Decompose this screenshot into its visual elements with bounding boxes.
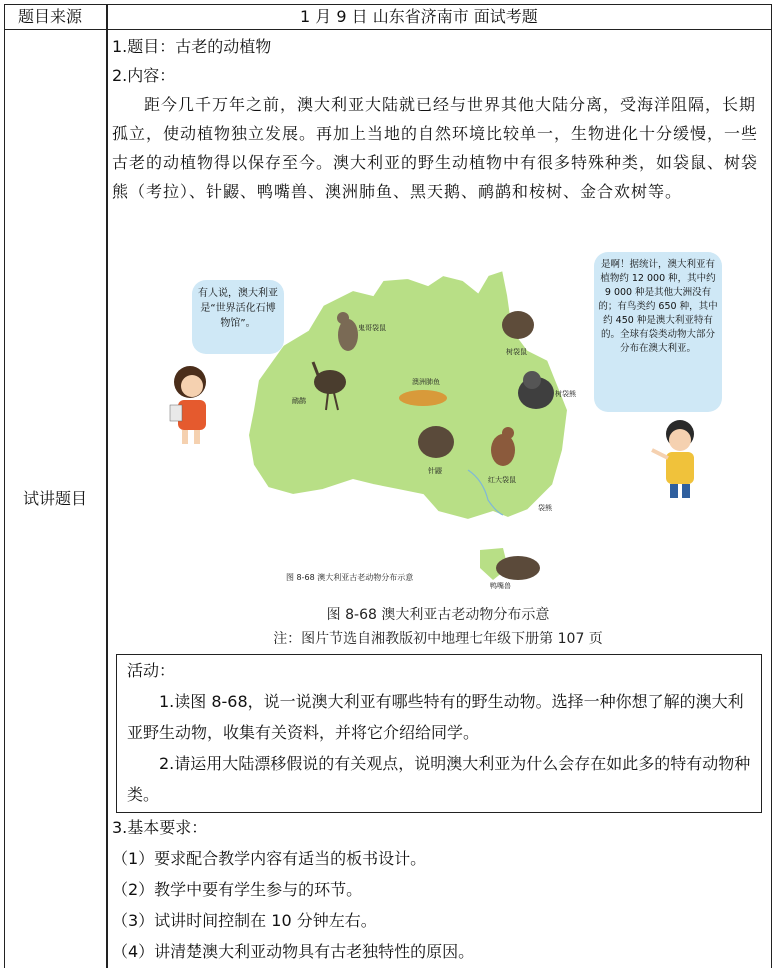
activity-box xyxy=(116,654,762,813)
requirement-item: （3）试讲时间控制在 10 分钟左右。 xyxy=(112,911,377,930)
label-koala: 树袋熊 xyxy=(555,390,576,398)
requirements-title: 3.基本要求： xyxy=(112,818,208,837)
speech-bubble-left: 有人说，澳大利亚是“世界活化石博物馆”。 xyxy=(192,280,284,354)
inner-caption: 图 8-68 澳大利亚古老动物分布示意 xyxy=(286,573,414,582)
question-content xyxy=(112,32,767,206)
speech-bubble-right: 是啊！据统计，澳大利亚有植物约 12 000 种，其中约 9 000 种是其他大洲没有的；有鸟类约 650 种，其中约 450 种是澳大利亚特有的。全球有袋类动物大部分分布在澳大利亚。 xyxy=(594,252,722,412)
figure-caption: 图 8-68 澳大利亚古老动物分布示意 xyxy=(326,607,550,623)
requirement-item: （4）讲清楚澳大利亚动物具有古老独特性的原因。 xyxy=(112,942,475,961)
source-value: 1 月 9 日 山东省济南市 面试考题 xyxy=(300,7,538,26)
label-kangaroo-top: 鬼哥袋鼠 xyxy=(358,324,386,332)
question-title: 1.题目：古老的动植物 xyxy=(112,37,272,56)
activity-item-1: 1.读图 8-68，说一说澳大利亚有哪些特有的野生动物。选择一种你想了解的澳大利亚野生动物，收集有关资料，并将它介绍给同学。 xyxy=(127,692,744,742)
lungfish-illustration xyxy=(399,390,447,406)
tree-kangaroo-illustration xyxy=(502,311,534,339)
girl-illustration xyxy=(170,366,206,444)
platypus-illustration xyxy=(496,556,540,580)
content-paragraph: 距今几千万年之前，澳大利亚大陆就已经与世界其他大陆分离，受海洋阻隔，长期孤立，使动植物独立发展。再加上当地的自然环境比较单一，生物进化十分缓慢，一些古老的动植物得以保存至今。澳大利亚的野生动植物中有很多特殊种类，如袋鼠、树袋熊（考拉）、针鼹、鸭嘴兽、澳洲肺鱼、黑天鹅、鸸鹋和桉树、金合欢树等。 xyxy=(112,95,759,201)
requirement-item: （1）要求配合教学内容有适当的板书设计。 xyxy=(112,849,427,868)
label-red-kangaroo: 红大袋鼠 xyxy=(488,476,516,484)
australia-figure xyxy=(108,250,768,652)
row-label: 试讲题目 xyxy=(22,489,87,508)
label-tasmania: 袋熊 xyxy=(538,504,552,512)
source-label: 题目来源 xyxy=(18,7,83,26)
boy-illustration xyxy=(652,420,694,498)
content-label: 2.内容： xyxy=(112,66,176,85)
requirements-section xyxy=(112,812,767,967)
label-echidna: 针鼹 xyxy=(428,467,442,475)
requirement-item: （2）教学中要有学生参与的环节。 xyxy=(112,880,363,899)
echidna-illustration xyxy=(418,426,454,458)
label-tree-kangaroo: 树袋鼠 xyxy=(506,348,527,356)
figure-note: 注：图片节选自湘教版初中地理七年级下册第 107 页 xyxy=(273,631,603,647)
label-platypus: 鸭嘴兽 xyxy=(490,582,511,590)
activity-title: 活动： xyxy=(127,661,176,680)
label-emu: 鸸鹋 xyxy=(292,397,306,405)
label-lungfish: 澳洲肺鱼 xyxy=(412,378,440,386)
activity-item-2: 2.请运用大陆漂移假说的有关观点，说明澳大利亚为什么会存在如此多的特有动物种类。 xyxy=(127,754,751,804)
